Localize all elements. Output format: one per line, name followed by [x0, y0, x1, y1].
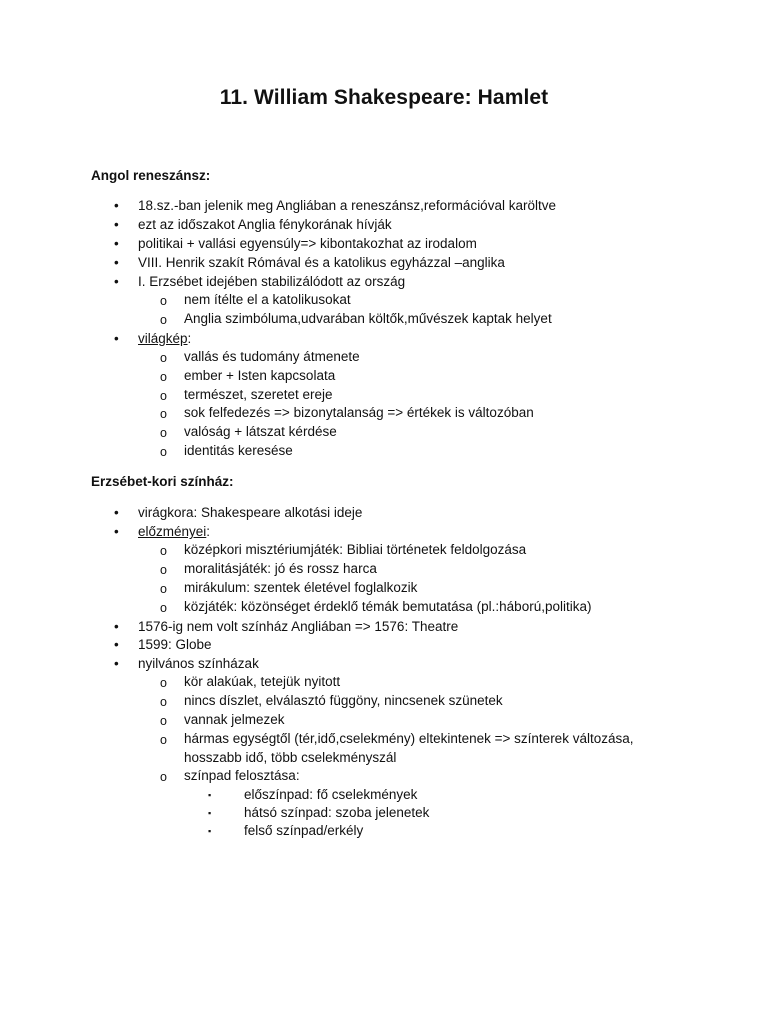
circle-marker: o — [160, 714, 167, 728]
section-heading-angol-reneszansz: Angol reneszánsz: — [91, 168, 211, 183]
circle-marker: o — [160, 544, 167, 558]
bullet-marker: • — [114, 331, 119, 346]
bullet-marker: • — [114, 637, 119, 652]
sub-list-item: középkori misztériumjáték: Bibliai történetek feldolgozása — [184, 542, 527, 557]
list-item-vilagkep — [138, 330, 191, 348]
list-item: 18.sz.-ban jelenik meg Angliában a reneszánsz,reformációval karöltve — [138, 198, 556, 213]
bullet-marker: • — [114, 524, 119, 539]
list-item: I. Erzsébet idejében stabilizálódott az ország — [138, 274, 406, 289]
circle-marker: o — [160, 351, 167, 365]
sub-list-item: nincs díszlet, elválasztó függöny, nincsenek szünetek — [184, 693, 503, 708]
square-marker: ▪ — [208, 790, 212, 800]
bullet-marker: • — [114, 619, 119, 634]
sub-list-item: ember + Isten kapcsolata — [184, 368, 336, 383]
bullet-marker: • — [114, 656, 119, 671]
circle-marker: o — [160, 695, 167, 709]
circle-marker: o — [160, 563, 167, 577]
circle-marker: o — [160, 294, 167, 308]
list-item: VIII. Henrik szakít Rómával és a katolikus egyházzal –anglika — [138, 255, 505, 270]
circle-marker: o — [160, 582, 167, 596]
sub-list-item: hármas egységtől (tér,idő,cselekmény) eltekintenek => színterek változása, — [184, 731, 634, 746]
sub-list-item: természet, szeretet ereje — [184, 387, 333, 402]
sub-list-item: valóság + látszat kérdése — [184, 424, 337, 439]
sub-list-item: vallás és tudomány átmenete — [184, 349, 360, 364]
circle-marker: o — [160, 770, 167, 784]
circle-marker: o — [160, 389, 167, 403]
circle-marker: o — [160, 370, 167, 384]
sub-list-item: moralitásjáték: jó és rossz harca — [184, 561, 377, 576]
circle-marker: o — [160, 407, 167, 421]
square-marker: ▪ — [208, 826, 212, 836]
sub-list-item: nem ítélte el a katolikusokat — [184, 292, 351, 307]
list-item: 1576-ig nem volt színház Angliában => 1576: Theatre — [138, 619, 459, 634]
circle-marker: o — [160, 426, 167, 440]
bullet-marker: • — [114, 505, 119, 520]
sub-sub-list-item: hátsó színpad: szoba jelenetek — [244, 805, 430, 820]
colon: : — [206, 524, 211, 539]
underlined-term: előzményei — [138, 524, 207, 539]
circle-marker: o — [160, 733, 167, 747]
circle-marker: o — [160, 313, 167, 327]
list-item-elozmenyei — [138, 523, 210, 541]
bullet-marker: • — [114, 274, 119, 289]
sub-list-item: közjáték: közönséget érdeklő témák bemutatása (pl.:háború,politika) — [184, 599, 592, 614]
list-item: virágkora: Shakespeare alkotási ideje — [138, 505, 363, 520]
underlined-term: világkép — [138, 331, 188, 346]
page-title: 11. William Shakespeare: Hamlet — [219, 86, 549, 109]
colon: : — [187, 331, 192, 346]
bullet-marker: • — [114, 217, 119, 232]
circle-marker: o — [160, 445, 167, 459]
sub-list-item-continuation: hosszabb idő, több cselekményszál — [184, 750, 397, 765]
list-item: ezt az időszakot Anglia fénykorának hívják — [138, 217, 392, 232]
section-heading-erzsebet-kori-szinhaz: Erzsébet-kori színház: — [91, 474, 234, 489]
bullet-marker: • — [114, 198, 119, 213]
bullet-marker: • — [114, 255, 119, 270]
list-item: nyilvános színházak — [138, 656, 259, 671]
circle-marker: o — [160, 601, 167, 615]
sub-list-item: sok felfedezés => bizonytalanság => értékek is változóban — [184, 405, 534, 420]
square-marker: ▪ — [208, 808, 212, 818]
sub-list-item: mirákulum: szentek életével foglalkozik — [184, 580, 418, 595]
sub-sub-list-item: felső színpad/erkély — [244, 823, 364, 838]
list-item: 1599: Globe — [138, 637, 212, 652]
sub-sub-list-item: előszínpad: fő cselekmények — [244, 787, 418, 802]
circle-marker: o — [160, 676, 167, 690]
sub-list-item: identitás keresése — [184, 443, 293, 458]
list-item: politikai + vallási egyensúly=> kibontakozhat az irodalom — [138, 236, 477, 251]
sub-list-item: színpad felosztása: — [184, 768, 300, 783]
sub-list-item: kör alakúak, tetejük nyitott — [184, 674, 341, 689]
sub-list-item: Anglia szimbóluma,udvarában költők,művészek kaptak helyet — [184, 311, 552, 326]
bullet-marker: • — [114, 236, 119, 251]
sub-list-item: vannak jelmezek — [184, 712, 285, 727]
